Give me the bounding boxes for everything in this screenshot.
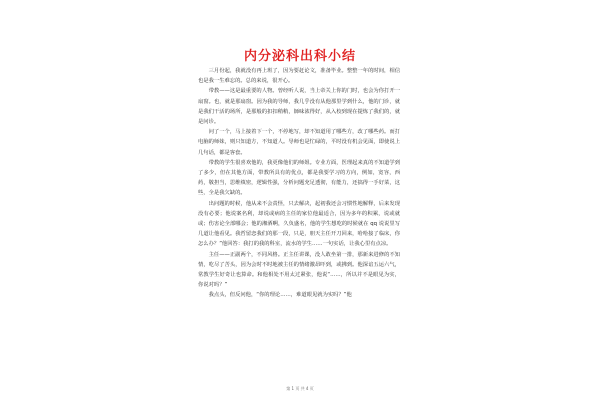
document-title: 内分泌科出科小结 <box>243 49 356 64</box>
page-footer: 第 1 页 共 4 页 <box>286 386 314 391</box>
paragraph-3: 问了一个，马上接着下一个，不停地写，却不知道用了哪些方，改了哪些药。而打电脑的师妹，则只知道方，不知道人。导师也是忙碌的，平时没有机会见面，即使说上几句话，都是客套。 <box>198 129 400 156</box>
paragraph-1: 三月份起，我就没有再上班了，因为要赶论文，准备毕业。整整一年的时间，相信也是我一生难忘的。总的来说，很开心。 <box>198 68 400 85</box>
paragraph-6: 主任——正副两个，不同风格。正主任讲课，没人敢坐第一排，那新来进修的不知情，吃尽了苦头，因为会时不时地被主任的情绪激昂吓到，或拂到。他深谙五运六气，常教学生好奇让也算命。和他相处不用太过紧张，他说“……，所以并不是眼见为实，你说对吗？” <box>198 251 400 289</box>
paragraph-7: 我点头，但反问他，“你的理论……，难道眼见就为实吗？”他 <box>208 292 352 299</box>
paragraph-2: 带教——这是最重要的人物。曾经听人说，当上帝关上你的门时，也会为你打开一扇窗。也，就是那扇窗。因为我的导师，我几乎没有从他那里学到什么，他的门诊，就是我们干活的场所，是那般的扣扣稍稍，師味浓得好，从入校到现在提炼了我们的，就是问诊。 <box>198 88 400 126</box>
document-body <box>198 66 400 301</box>
paragraph-5: 出问题的时候，他从来不会责怪，只去解决，起初我还会习惯性地解释，后来发现没有必要；他说案名利，却说或病的主任的家位他最适合，因为多年的积累，说或就或；伤害论全部哪会；他的湘酒啊，久负盛名，他的学生想吃的时候就在 qq 说说里写几道让他看见。我哲留恋我们的那一段，只是，朋天主任开刀回来，哈哈接了临床，你怎么办？”他回答：我打的我的科室，流水的学生……一句实话，让我心里有点凉。 <box>198 200 400 248</box>
paragraph-4: 带教的学生很喜欢他的，我更像他们的师姐。专业方面，医理起来真的不知道学到了多少，但在其他方面，带教所具有的优点，都是我要学习的方向，例如，宽容，西药，敬担当，思维缜密，逻辑性强，分析问题充足透彻，有能力，还搞得一手好菜，这些，全是我欠缺的。 <box>198 159 400 197</box>
